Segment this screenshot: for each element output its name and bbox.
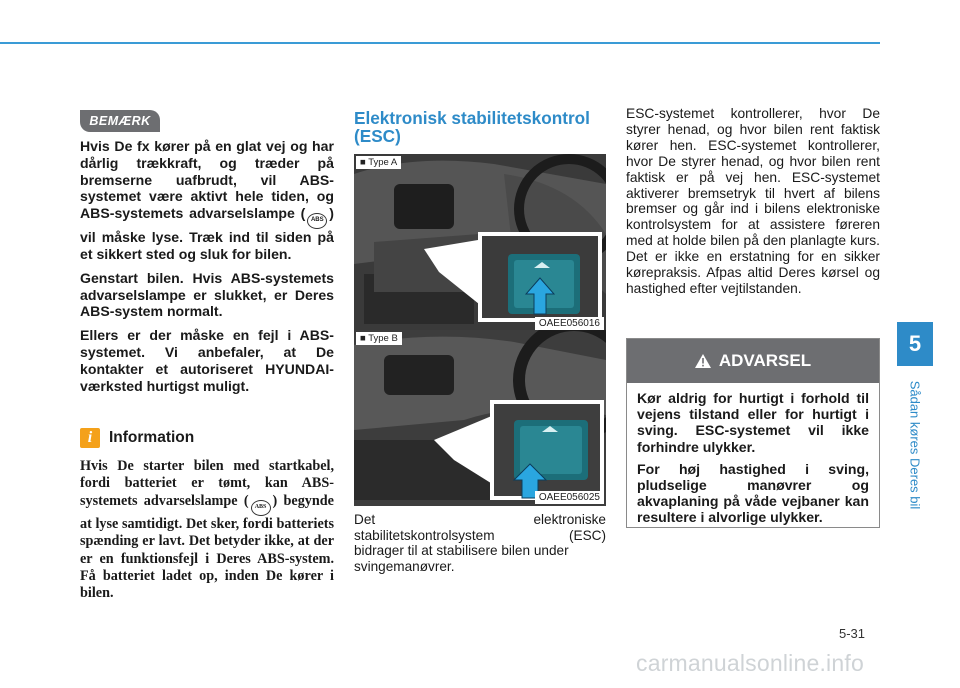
- info-icon: i: [80, 428, 100, 448]
- figure-code: OAEE056025: [535, 491, 604, 504]
- info-title: Information: [109, 429, 195, 446]
- page-number: 5-31: [839, 626, 866, 641]
- note-paragraph: Genstart bilen. Hvis ABS-systemets advarselslampe er slukket, er Deres ABS-system normalt.: [80, 269, 334, 320]
- info-header: [80, 428, 194, 448]
- dashboard-photo-b: [354, 330, 606, 506]
- warning-paragraph: Kør aldrig for hurtigt i forhold til vejens tilstand eller for hurtigt i sving. ESC-systemet vil ikke forhindre ulykker.: [637, 390, 869, 455]
- esc-body-text: ESC-systemet kontrollerer, hvor De styrer henad, og hvor bilen rent faktisk kører hen. ESC-systemet kontrollerer, hvor De styrer henad, og hvor bilen rent faktisk er på vej hen. ESC-systemet aktiverer bremsetryk til hvert af bilens bremser og går ind i bilens elektroniske kontrolsystem for at assistere føreren med at holde bilen på den planlagte kurs. Det er ikke en erstatning for en sikker kørepraksis. Afpas altid Deres kørsel og hastighed efter vejtilstanden.: [626, 106, 880, 296]
- figure-code: OAEE056016: [535, 317, 604, 330]
- watermark: carmanualsonline.info: [636, 650, 864, 676]
- figure-type-label: ■ Type B: [356, 332, 402, 345]
- note-body: [80, 138, 334, 401]
- chapter-side-title: [893, 370, 937, 520]
- figure-type-a: [354, 154, 606, 332]
- abs-warning-icon: ABS: [307, 213, 327, 229]
- figure-type-b: [354, 330, 606, 506]
- note-badge: BEMÆRK: [80, 110, 160, 132]
- section-title: Elektronisk stabilitetskontrol (ESC): [354, 108, 590, 146]
- figure-type-label: ■ Type A: [356, 156, 401, 169]
- warning-body: [627, 383, 879, 526]
- chapter-number-tab: 5: [897, 322, 933, 366]
- note-paragraph: Hvis De fx kører på en glat vej og har dårlig trækkraft, og træder på bremserne uafbrudt, vil ABS-systemet være aktivt hele tiden, og ABS-systemets advarselslampe ( ABS ) vil måske lyse. Træk ind til siden på et sikkert sted og sluk for bilen.: [80, 138, 334, 262]
- dashboard-photo-a: [354, 154, 606, 332]
- warning-box: [626, 338, 880, 528]
- abs-warning-icon: ABS: [251, 500, 271, 516]
- esc-description: Det elektroniske stabilitetskontrolsystem (ESC) bidrager til at stabilisere bilen under svingemanøvrer.: [354, 512, 606, 575]
- warning-title: ADVARSEL: [718, 351, 812, 370]
- warning-triangle-icon: [695, 354, 711, 368]
- warning-paragraph: For høj hastighed i sving, pludselige manøvrer og akvaplaning på våde vejbaner kan resultere i alvorlige ulykker.: [637, 460, 869, 526]
- info-body: Hvis De starter bilen med startkabel, fordi batteriet er tømt, kan ABS-systemets advarselslampe ( ABS ) begynde at lyse samtidigt. Det sker, fordi batteriets spænding er lavt. Det betyder ikke, at der er en funktionsfejl i Deres ABS-system. Få batteriet ladet op, inden De kører i bilen.: [80, 458, 334, 602]
- chapter-title: Sådan køres Deres bil: [907, 380, 923, 510]
- note-paragraph: Ellers er der måske en fejl i ABS-systemet. Vi anbefaler, at De kontakter et autoriseret HYUNDAI-værksted hurtigst muligt.: [80, 327, 334, 394]
- header-rule: [0, 42, 880, 44]
- warning-header: [627, 339, 879, 383]
